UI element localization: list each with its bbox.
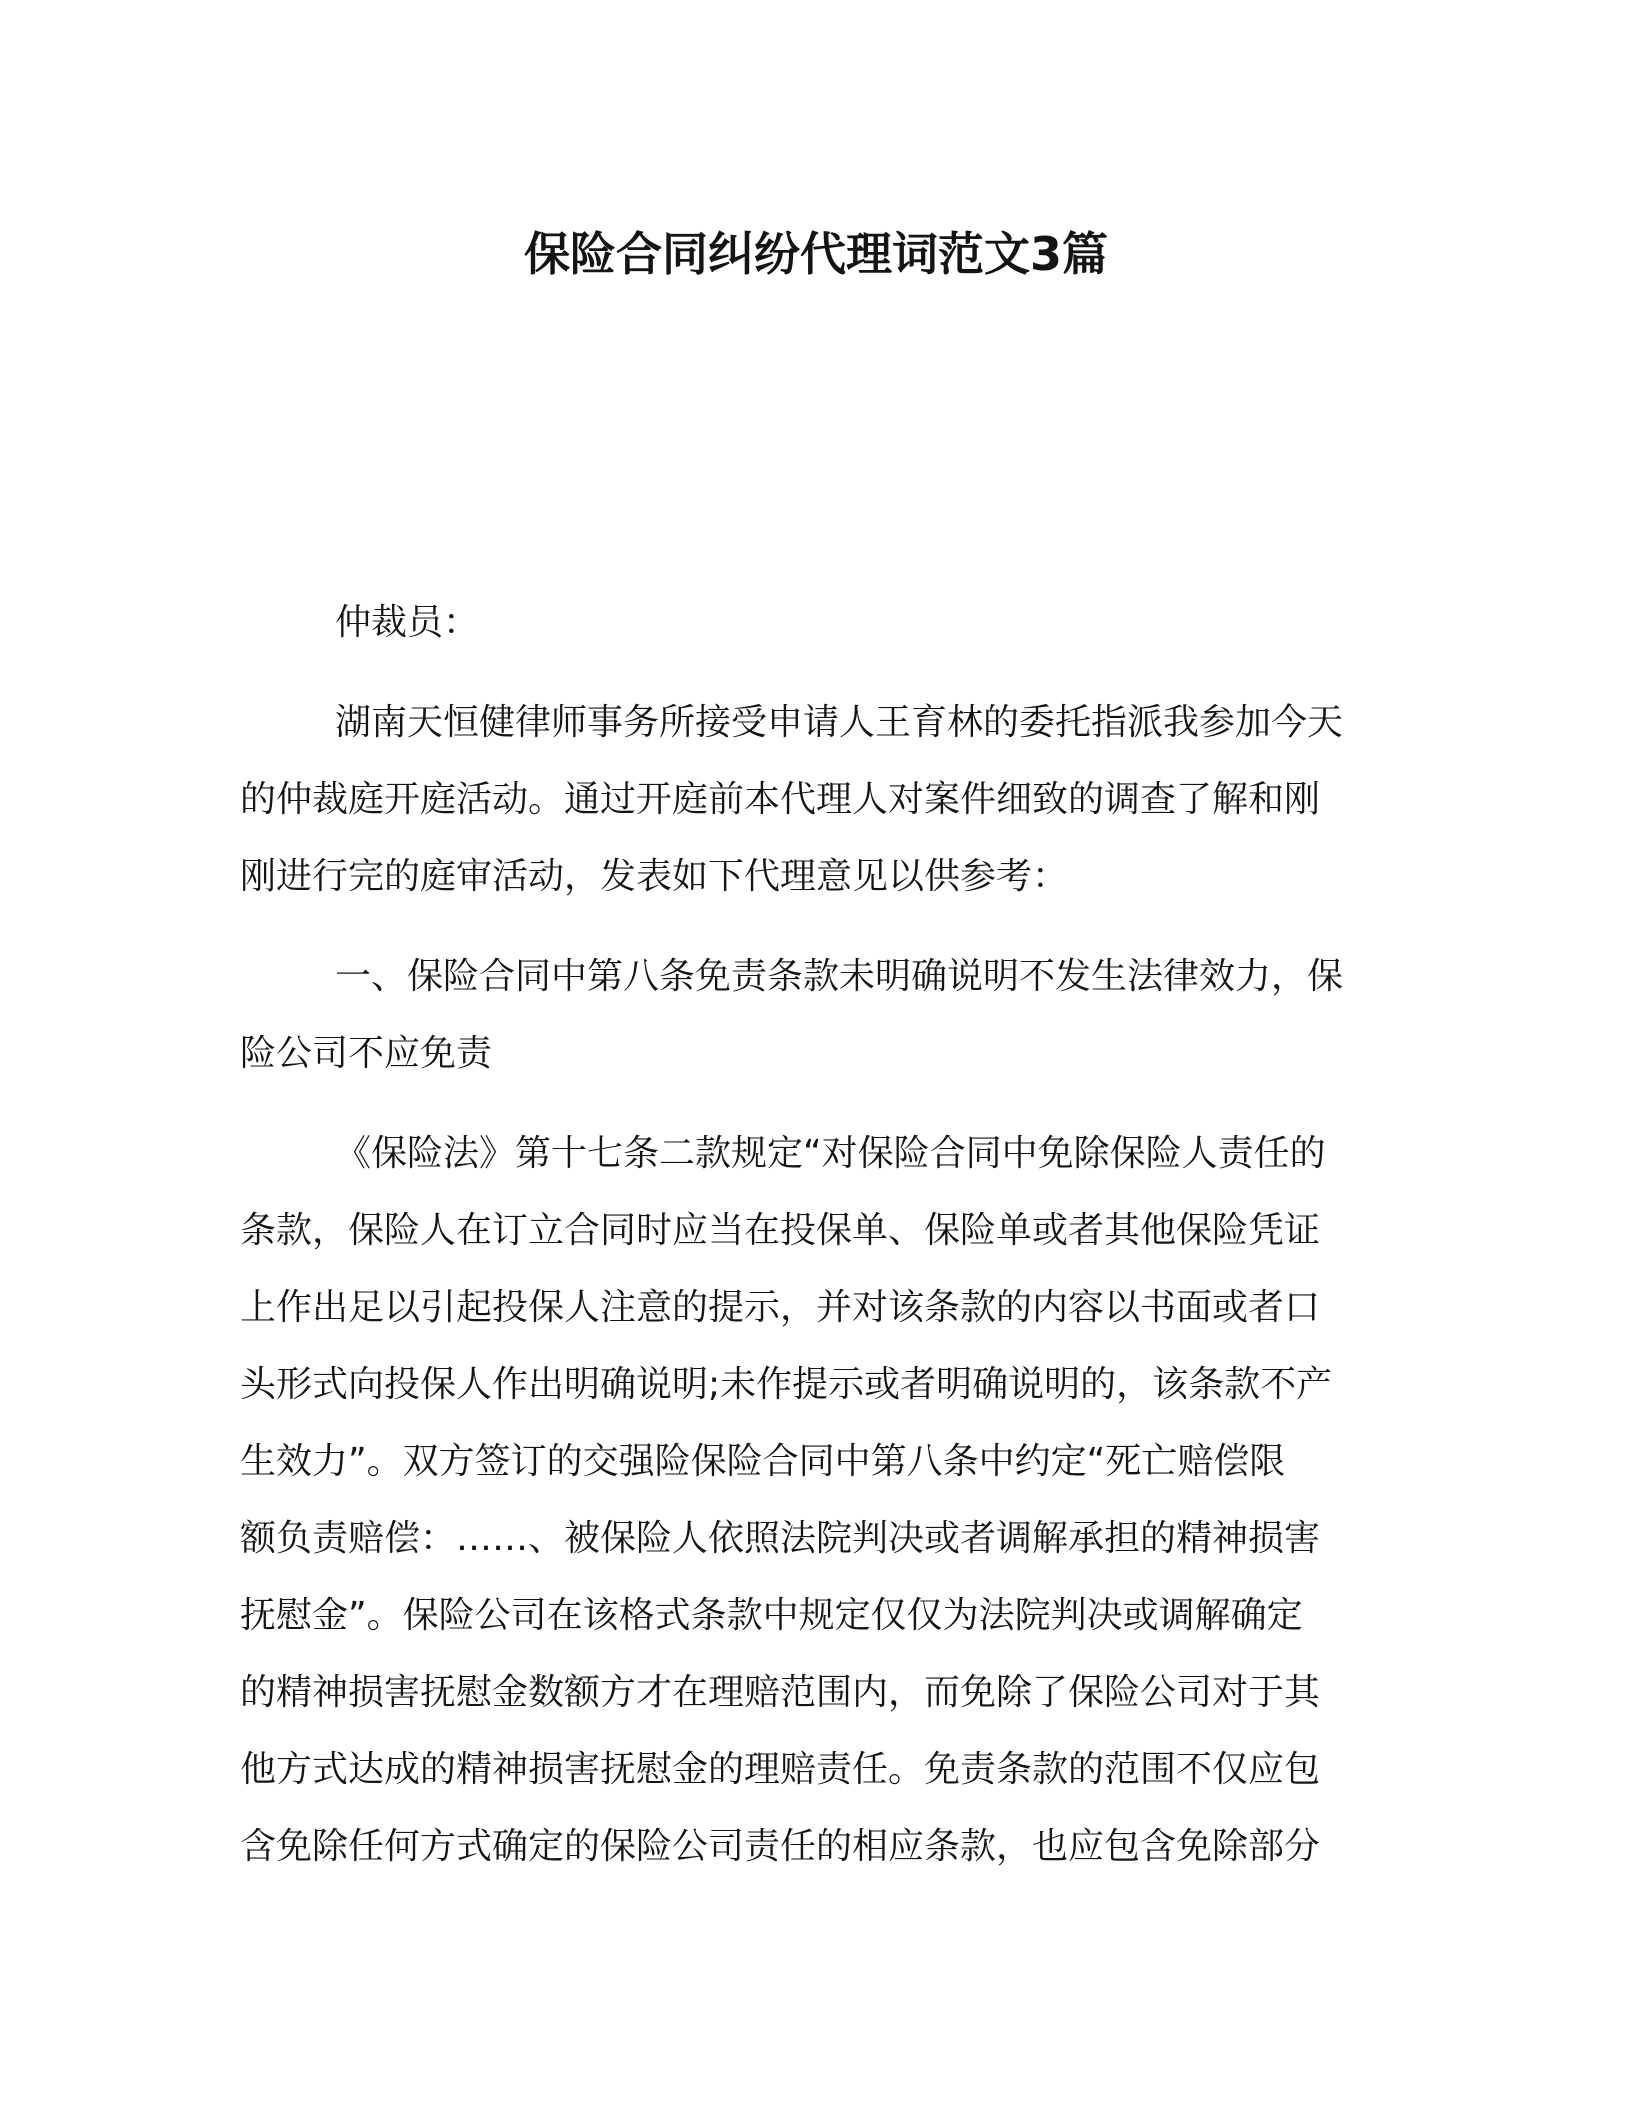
paragraph-line: 的仲裁庭开庭活动。通过开庭前本代理人对案件细致的调查了解和刚 (240, 779, 1321, 820)
paragraph-line: 生效力”。双方签订的交强险保险合同中第八条中约定“死亡赔偿限 (240, 1441, 1286, 1482)
section-heading-line: 一、保险合同中第八条免责条款未明确说明不发生法律效力，保 (335, 956, 1344, 997)
paragraph-line: 刚进行完的庭审活动，发表如下代理意见以供参考： (240, 856, 1069, 897)
paragraph-line: 的精神损害抚慰金数额方才在理赔范围内，而免除了保险公司对于其 (240, 1672, 1321, 1713)
paragraph-line: 条款，保险人在订立合同时应当在投保单、保险单或者其他保险凭证 (240, 1210, 1321, 1251)
document-title: 保险合同纠纷代理词范文3篇 (523, 227, 1108, 281)
paragraph-line: 含免除任何方式确定的保险公司责任的相应条款，也应包含免除部分 (240, 1826, 1321, 1867)
section-heading-line: 险公司不应免责 (240, 1033, 493, 1074)
paragraph-line: 上作出足以引起投保人注意的提示，并对该条款的内容以书面或者口 (240, 1287, 1321, 1328)
paragraph-line: 湖南天恒健律师事务所接受申请人王育林的委托指派我参加今天 (335, 702, 1344, 743)
paragraph-line: 额负责赔偿：……、被保险人依照法院判决或者调解承担的精神损害 (240, 1518, 1321, 1559)
paragraph-line: 抚慰金”。保险公司在该格式条款中规定仅仅为法院判决或调解确定 (240, 1595, 1303, 1636)
paragraph-line: 他方式达成的精神损害抚慰金的理赔责任。免责条款的范围不仅应包 (240, 1749, 1321, 1790)
salutation: 仲裁员： (335, 602, 480, 643)
paragraph-line: 《保险法》第十七条二款规定“对保险合同中免除保险人责任的 (335, 1133, 1326, 1174)
paragraph-line: 头形式向投保人作出明确说明;未作提示或者明确说明的，该条款不产 (240, 1364, 1333, 1405)
